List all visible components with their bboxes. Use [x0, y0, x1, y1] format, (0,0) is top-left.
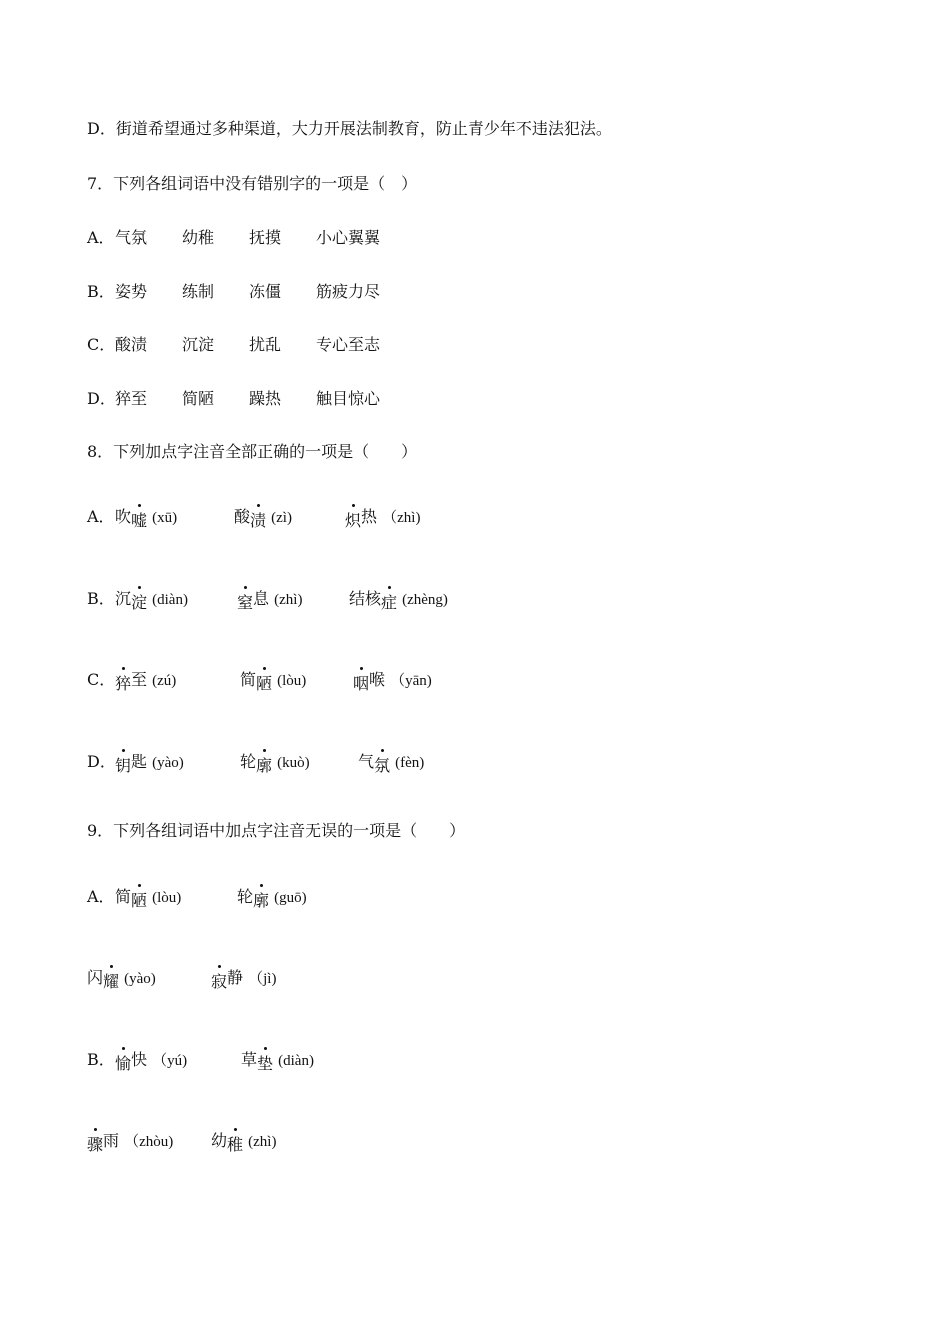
- word: 沉淀: [182, 335, 215, 354]
- annotated-word: 简陋 (lòu): [240, 670, 307, 693]
- annotated-word: 酸渍 (zì): [234, 507, 292, 530]
- option-label: D．: [87, 389, 116, 408]
- annotated-word: 简陋 (lòu): [115, 887, 182, 910]
- option-label: A．: [87, 507, 115, 526]
- option-label: B．: [87, 1050, 115, 1069]
- pinyin: (zhì): [248, 1134, 277, 1150]
- pinyin: (fèn): [395, 755, 425, 771]
- q9-option-a-row1: [87, 887, 487, 913]
- word: 筋疲力尽: [316, 282, 381, 301]
- dotted-char: 咽: [353, 674, 370, 693]
- pinyin: （zhòu): [124, 1134, 174, 1150]
- annotated-word: 寂静 （jì): [211, 968, 277, 991]
- dotted-char: 淀: [131, 593, 148, 612]
- pinyin: (lòu): [277, 673, 307, 689]
- word: 猝至: [115, 389, 148, 408]
- q7-option-d: [87, 389, 507, 411]
- dotted-char: 廓: [253, 891, 270, 910]
- dotted-char: 寂: [211, 972, 228, 991]
- word: 小心翼翼: [316, 228, 381, 247]
- dotted-char: 钥: [115, 756, 132, 775]
- dotted-char: 耀: [103, 972, 120, 991]
- pinyin: (yào): [124, 971, 156, 987]
- annotated-word: 幼稚 (zhì): [211, 1131, 277, 1154]
- annotated-word: 愉快 （yú): [115, 1050, 188, 1073]
- pinyin: （zhì): [382, 510, 421, 526]
- option-label: C．: [87, 670, 116, 689]
- option-label: C．: [87, 335, 116, 354]
- q7-stem: 7．下列各组词语中没有错别字的一项是（ ）: [87, 174, 418, 193]
- dotted-char: 廓: [256, 756, 273, 775]
- annotated-word: 猝至 (zú): [115, 670, 177, 693]
- pinyin: (xū): [152, 510, 178, 526]
- option-label: A．: [87, 228, 115, 247]
- word: 姿势: [115, 282, 148, 301]
- word: 幼稚: [182, 228, 215, 247]
- pinyin: (lòu): [152, 890, 182, 906]
- annotated-word: 结核症 (zhèng): [349, 589, 448, 612]
- word: 酸渍: [115, 335, 148, 354]
- annotated-word: 闪耀 (yào): [87, 968, 156, 991]
- option-label: B．: [87, 282, 115, 301]
- pinyin: (zhèng): [402, 592, 448, 608]
- dotted-char: 炽: [345, 511, 362, 530]
- option-label: A．: [87, 887, 115, 906]
- pinyin: (diàn): [152, 592, 188, 608]
- option-label: B．: [87, 589, 115, 608]
- annotated-word: 轮廓 (kuò): [240, 752, 310, 775]
- q8-option-c: [87, 670, 537, 696]
- dotted-char: 渍: [250, 511, 267, 530]
- q7-option-c: [87, 335, 507, 357]
- word: 简陋: [182, 389, 215, 408]
- word: 触目惊心: [316, 389, 381, 408]
- word: 专心至志: [316, 335, 381, 354]
- q8-option-b: [87, 589, 537, 615]
- dotted-char: 症: [381, 593, 398, 612]
- dotted-char: 垫: [257, 1054, 274, 1073]
- pinyin: (diàn): [278, 1053, 314, 1069]
- dotted-char: 稚: [227, 1135, 244, 1154]
- word: 躁热: [249, 389, 282, 408]
- dotted-char: 愉: [115, 1054, 132, 1073]
- pinyin: (yào): [152, 755, 184, 771]
- q9-option-b-row2: [87, 1131, 487, 1157]
- dotted-char: 氛: [374, 756, 391, 775]
- pinyin: （yān): [390, 673, 432, 689]
- pinyin: (zhì): [274, 592, 303, 608]
- annotated-word: 气氛 (fèn): [358, 752, 425, 775]
- annotated-word: 吹嘘 (xū): [115, 507, 178, 530]
- annotated-word: 炽热 （zhì): [345, 507, 421, 530]
- q7-option-b: [87, 282, 507, 304]
- pinyin: (zì): [271, 510, 292, 526]
- dotted-char: 窒: [237, 593, 254, 612]
- word: 冻僵: [249, 282, 282, 301]
- word: 练制: [182, 282, 215, 301]
- q9-option-a-row2: [87, 968, 487, 994]
- annotated-word: 草垫 (diàn): [241, 1050, 314, 1073]
- dotted-char: 陋: [256, 674, 273, 693]
- annotated-word: 钥匙 (yào): [115, 752, 184, 775]
- word: 气氛: [115, 228, 148, 247]
- q8-option-a: [87, 507, 537, 533]
- pinyin: （jì): [248, 971, 277, 987]
- word: 抚摸: [249, 228, 282, 247]
- annotated-word: 骤雨 （zhòu): [87, 1131, 174, 1154]
- annotated-word: 沉淀 (diàn): [115, 589, 188, 612]
- pinyin: (kuò): [277, 755, 310, 771]
- annotated-word: 轮廓 (guō): [237, 887, 307, 910]
- option-label: D．: [87, 752, 116, 771]
- annotated-word: 咽喉 （yān): [353, 670, 432, 693]
- dotted-char: 嘘: [131, 511, 148, 530]
- annotated-word: 窒息 (zhì): [237, 589, 303, 612]
- q9-stem: 9．下列各组词语中加点字注音无误的一项是（ ）: [87, 821, 466, 840]
- q9-option-b-row1: [87, 1050, 487, 1076]
- q6-option-d: D．街道希望通过多种渠道，大力开展法制教育，防止青少年不违法犯法。: [87, 119, 612, 138]
- q8-stem: 8．下列加点字注音全部正确的一项是（ ）: [87, 442, 418, 461]
- word: 扰乱: [249, 335, 282, 354]
- dotted-char: 猝: [115, 674, 132, 693]
- q8-option-d: [87, 752, 537, 778]
- dotted-char: 陋: [131, 891, 148, 910]
- pinyin: (guō): [274, 890, 307, 906]
- pinyin: （yú): [152, 1053, 188, 1069]
- q7-option-a: [87, 228, 507, 250]
- dotted-char: 骤: [87, 1135, 104, 1154]
- pinyin: (zú): [152, 673, 177, 689]
